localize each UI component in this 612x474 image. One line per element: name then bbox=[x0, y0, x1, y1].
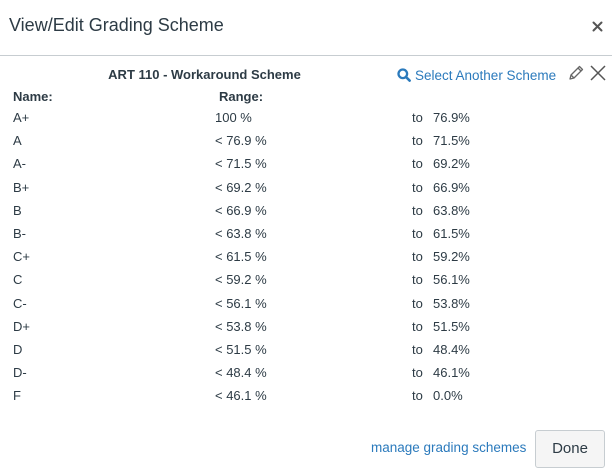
table-row bbox=[0, 178, 612, 201]
grade-name: A+ bbox=[13, 110, 30, 125]
range-lower: 76.9% bbox=[433, 110, 470, 125]
grade-name: B- bbox=[13, 225, 26, 241]
range-upper: 100 % bbox=[215, 110, 252, 125]
range-lower: 51.5% bbox=[433, 318, 470, 334]
grade-name: B+ bbox=[13, 179, 30, 195]
table-row bbox=[0, 363, 612, 386]
close-icon bbox=[589, 16, 607, 36]
range-upper: < 48.4 % bbox=[215, 365, 267, 381]
column-header-name: Name: bbox=[13, 89, 53, 104]
close-button[interactable] bbox=[589, 16, 607, 36]
range-to-label: to bbox=[412, 110, 423, 125]
table-row bbox=[0, 201, 612, 224]
dialog-titlebar bbox=[0, 0, 612, 56]
column-header-range: Range: bbox=[219, 89, 264, 104]
manage-grading-schemes-link[interactable]: manage grading schemes bbox=[371, 440, 527, 455]
range-to-label: to bbox=[412, 249, 423, 265]
range-upper: < 71.5 % bbox=[215, 156, 267, 172]
range-upper: < 56.1 % bbox=[215, 295, 267, 311]
range-lower: 63.8% bbox=[433, 202, 470, 218]
grading-scheme-table bbox=[0, 108, 612, 409]
grade-name: A- bbox=[13, 156, 26, 172]
range-upper: < 63.8 % bbox=[215, 225, 267, 241]
grade-name: D- bbox=[13, 365, 27, 381]
range-lower: 59.2% bbox=[433, 249, 470, 265]
done-button[interactable]: Done bbox=[535, 430, 605, 468]
range-upper: < 69.2 % bbox=[215, 179, 267, 195]
range-upper: < 76.9 % bbox=[215, 133, 267, 149]
search-icon bbox=[397, 68, 411, 82]
range-to-label: to bbox=[412, 341, 423, 357]
range-upper: < 46.1 % bbox=[215, 388, 267, 404]
range-upper: < 59.2 % bbox=[215, 272, 267, 288]
table-row bbox=[0, 224, 612, 247]
table-row bbox=[0, 294, 612, 317]
range-lower: 53.8% bbox=[433, 295, 470, 311]
range-lower: 66.9% bbox=[433, 179, 470, 195]
select-another-scheme-link[interactable] bbox=[397, 66, 556, 84]
grade-name: B bbox=[13, 202, 22, 218]
range-to-label: to bbox=[412, 156, 423, 172]
table-row bbox=[0, 108, 612, 131]
range-lower: 71.5% bbox=[433, 133, 470, 149]
grade-name: A bbox=[13, 133, 22, 149]
range-to-label: to bbox=[412, 225, 423, 241]
dialog-title: View/Edit Grading Scheme bbox=[9, 15, 224, 35]
table-row bbox=[0, 340, 612, 363]
edit-scheme-button[interactable] bbox=[567, 64, 585, 82]
grade-name: D+ bbox=[13, 318, 30, 334]
grade-name: F bbox=[13, 388, 21, 404]
grade-name: D bbox=[13, 341, 23, 357]
range-lower: 0.0% bbox=[433, 388, 463, 404]
range-to-label: to bbox=[412, 202, 423, 218]
range-to-label: to bbox=[412, 133, 423, 149]
range-lower: 69.2% bbox=[433, 156, 470, 172]
range-to-label: to bbox=[412, 388, 423, 404]
range-upper: < 51.5 % bbox=[215, 341, 267, 357]
scheme-name: ART 110 - Workaround Scheme bbox=[108, 67, 301, 82]
range-to-label: to bbox=[412, 272, 423, 288]
range-upper: < 66.9 % bbox=[215, 202, 267, 218]
table-row bbox=[0, 247, 612, 270]
remove-scheme-button[interactable] bbox=[589, 64, 607, 82]
x-icon bbox=[589, 64, 607, 82]
table-row bbox=[0, 131, 612, 154]
grade-name: C- bbox=[13, 295, 27, 311]
table-row bbox=[0, 386, 612, 409]
grade-name: C+ bbox=[13, 249, 30, 265]
range-to-label: to bbox=[412, 318, 423, 334]
grade-name: C bbox=[13, 272, 23, 288]
range-lower: 61.5% bbox=[433, 225, 470, 241]
table-row bbox=[0, 317, 612, 340]
range-lower: 56.1% bbox=[433, 272, 470, 288]
range-to-label: to bbox=[412, 365, 423, 381]
table-row bbox=[0, 270, 612, 293]
pencil-icon bbox=[567, 64, 585, 82]
select-another-scheme-label: Select Another Scheme bbox=[415, 67, 557, 83]
range-lower: 46.1% bbox=[433, 365, 470, 381]
table-row bbox=[0, 154, 612, 177]
range-upper: < 61.5 % bbox=[215, 249, 267, 265]
range-lower: 48.4% bbox=[433, 341, 470, 357]
range-upper: < 53.8 % bbox=[215, 318, 267, 334]
range-to-label: to bbox=[412, 179, 423, 195]
range-to-label: to bbox=[412, 295, 423, 311]
